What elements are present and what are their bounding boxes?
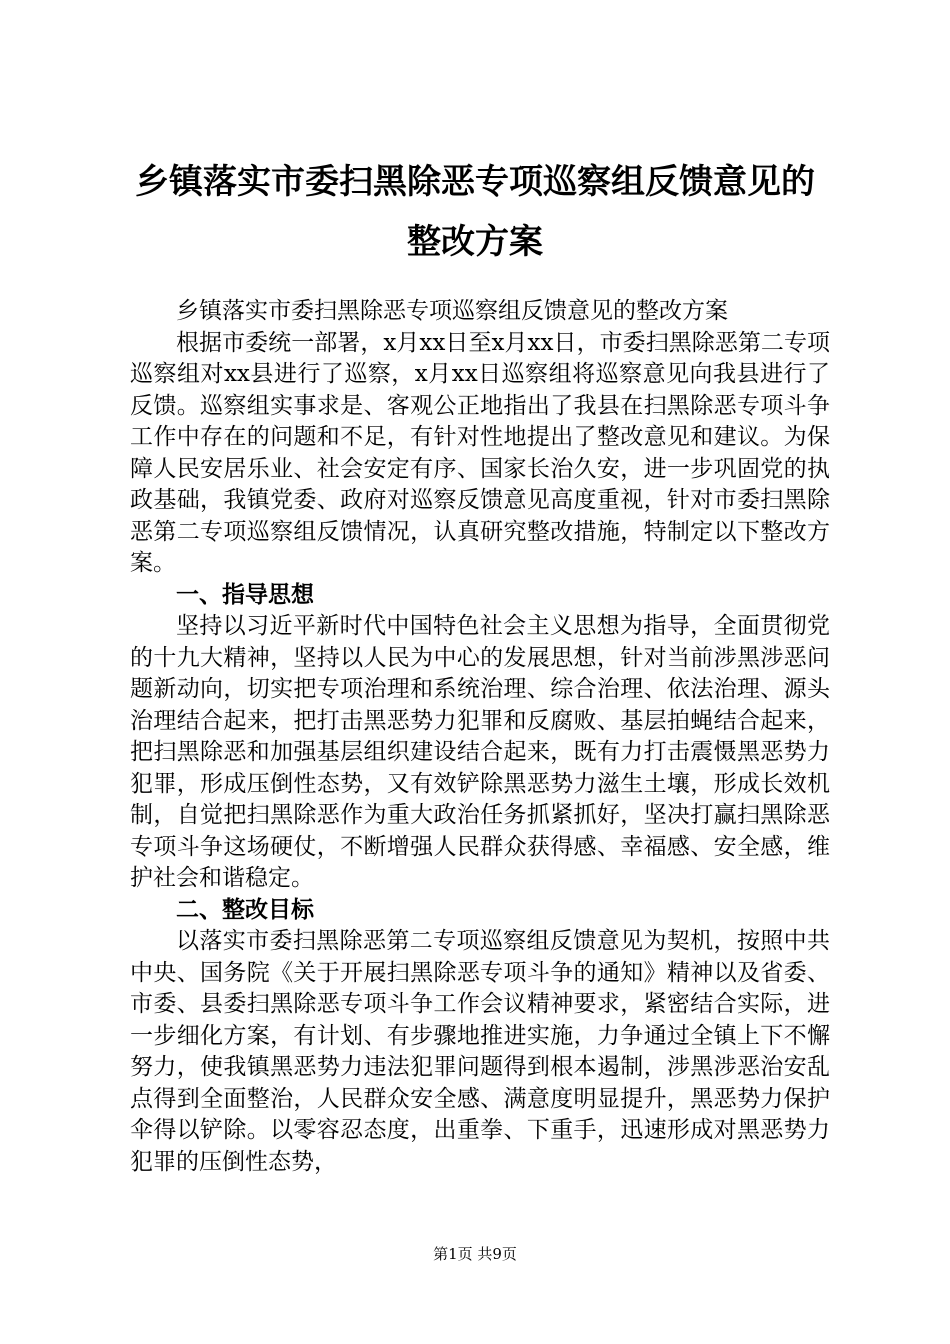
- document-title-line-1: 乡镇落实市委扫黑除恶专项巡察组反馈意见的: [135, 162, 815, 202]
- document-body: [130, 296, 830, 1178]
- section-heading-rectification-goals: 二、整改目标: [176, 896, 314, 923]
- document-title-line-2: 整改方案: [407, 222, 543, 262]
- page-number-footer: 第1页 共9页: [433, 1245, 517, 1263]
- section-body-rectification-goals: 以落实市委扫黑除恶第二专项巡察组反馈意见为契机，按照中共中央、国务院《关于开展扫黑除恶专项斗争的通知》精神以及省委、市委、县委扫黑除恶专项斗争工作会议精神要求，紧密结合实际，进一步细化方案，有计划、有步骤地推进实施，力争通过全镇上下不懈努力，使我镇黑恶势力违法犯罪问题得到根本遏制，涉黑涉恶治安乱点得到全面整治，人民群众安全感、满意度明显提升，黑恶势力保护伞得以铲除。以零容忍态度，出重拳、下重手，迅速形成对黑恶势力犯罪的压倒性态势，: [130, 928, 830, 1175]
- section-body-guiding-thought: 坚持以习近平新时代中国特色社会主义思想为指导，全面贯彻党的十九大精神，坚持以人民为中心的发展思想，针对当前涉黑涉恶问题新动向，切实把专项治理和系统治理、综合治理、依法治理、源头治理结合起来，把打击黑恶势力犯罪和反腐败、基层拍蝇结合起来，把扫黑除恶和加强基层组织建设结合起来，既有力打击震慑黑恶势力犯罪，形成压倒性态势，又有效铲除黑恶势力滋生土壤，形成长效机制，自觉把扫黑除恶作为重大政治任务抓紧抓好，坚决打赢扫黑除恶专项斗争这场硬仗，不断增强人民群众获得感、幸福感、安全感，维护社会和谐稳定。: [130, 613, 830, 891]
- section-heading-guiding-thought: 一、指导思想: [176, 581, 314, 608]
- intro-paragraph: 根据市委统一部署，x月xx日至x月xx日，市委扫黑除恶第二专项巡察组对xx县进行了巡察，x月xx日巡察组将巡察意见向我县进行了反馈。巡察组实事求是、客观公正地指出了我县在扫黑除恶专项斗争工作中存在的问题和不足，有针对性地提出了整改意见和建议。为保障人民安居乐业、社会安定有序、国家长治久安，进一步巩固党的执政基础，我镇党委、政府对巡察反馈意见高度重视，针对市委扫黑除恶第二专项巡察组反馈情况，认真研究整改措施，特制定以下整改方案。: [130, 329, 830, 576]
- document-subtitle: 乡镇落实市委扫黑除恶专项巡察组反馈意见的整改方案: [176, 298, 728, 324]
